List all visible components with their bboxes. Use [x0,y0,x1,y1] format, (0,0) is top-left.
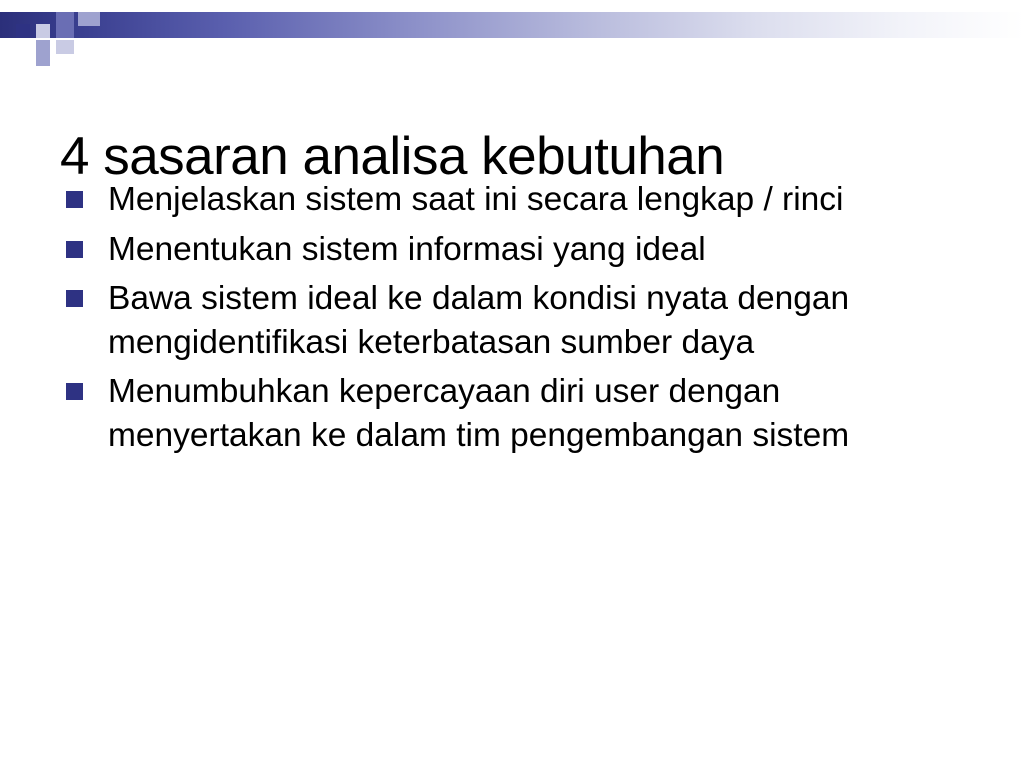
square-bullet-icon [66,290,83,307]
deco-square-4 [56,12,74,38]
list-item [58,228,978,272]
header-gradient-bar [0,12,1024,38]
list-item-text: Menjelaskan sistem saat ini secara lengkap / rinci [108,181,844,218]
square-bullet-icon [66,383,83,400]
list-item-text: Bawa sistem ideal ke dalam kondisi nyata dengan mengidentifikasi keterbatasan sumber daya [108,280,850,361]
list-item-text: Menentukan sistem informasi yang ideal [108,230,706,268]
square-bullet-icon [66,191,83,208]
list-item [58,277,978,364]
slide-header-decoration [0,0,1024,70]
deco-square-5 [56,40,74,54]
deco-square-1 [16,24,30,38]
list-item [58,370,978,457]
list-item-text: Menumbuhkan kepercayaan diri user dengan menyertakan ke dalam tim pengembangan sistem [108,373,850,454]
bullet-list [58,178,978,463]
deco-square-6 [78,12,100,26]
deco-square-3 [36,40,50,66]
square-bullet-icon [66,241,83,258]
page-title: 4 sasaran analisa kebutuhan [60,126,725,186]
list-item [58,178,978,222]
deco-square-2 [36,24,50,38]
